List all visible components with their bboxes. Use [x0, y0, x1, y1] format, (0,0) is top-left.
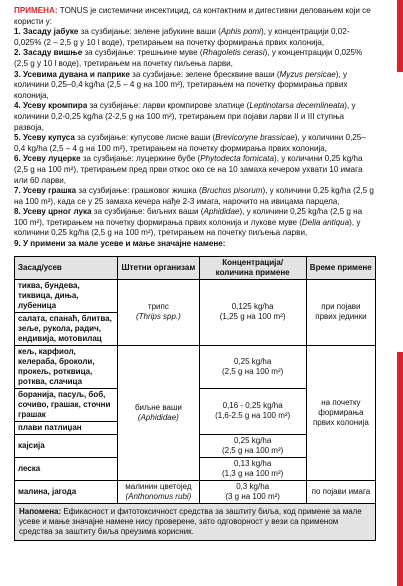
use-item-8: 8. Усеву црног лука за сузбијање: биљних ваши (Aphididae), у количини 0,25 kg/ha (2,5 g на 100 m²), третирањем на почетку формирања првих колонија и луковe муве (Delia antiqua), у количини 0,25 kg/ha (2,5 g на 100 m²), третирањем на почетку пиљења ларви,	[14, 207, 363, 238]
header-pest: Штетни организам	[118, 256, 199, 279]
document-page	[14, 6, 376, 541]
table-header-row	[15, 256, 376, 279]
use-item-6: 6. Усеву луцерке за сузбијање: луцеркине бубе (Phytodecta fornicata), у количини 0,25 kg/ha (2,5 g на 100 m²), третирањем пред први откос око се на 10 замаха кечером ухвати 10 имага или 60 ларви,	[14, 154, 363, 185]
table-note-row	[15, 503, 376, 540]
time-cell-raspberry: по појави имага	[306, 480, 375, 503]
intro-text: TONUS је системични инсектицид, са контактним и дигестивни деловањем који се користи у:	[14, 6, 371, 26]
use-item-1: 1. Засаду јабуке за сузбијање: зелене јабукине ваши (Aphis pomi), у концентрацији 0,02-0,025% (2 – 2,5 g у 10 l воде), третирањем на почетку формирања првих колонија,	[14, 27, 350, 47]
use-item-3: 3. Усевима дувана и паприке за сузбијање: зелене бресквине ваши (Myzus persicae), у количини 0,25–0,4 kg/ha (2,5 – 4 g на 100 m²), третирањем на почетку формирања првих колонија,	[14, 69, 348, 100]
crop-cell: малина, јагода	[15, 480, 118, 503]
pest-cell-aphids: биљне ваши (Aphididae)	[118, 345, 199, 480]
table-row	[15, 345, 376, 388]
crop-cell: кајсија	[15, 434, 118, 457]
rate-cell: 0,16 - 0,25 kg/ha (1,6-2,5 g на 100 m²)	[199, 388, 306, 434]
right-edge-bar-top	[397, 0, 403, 72]
table-row	[15, 279, 376, 312]
rate-cell: 0,25 kg/ha (2,5 g на 100 m²)	[199, 345, 306, 388]
right-edge-bar-bottom	[397, 352, 403, 586]
header-crop: Засад/усев	[15, 256, 118, 279]
use-item-7: 7. Усеву грашка за сузбијање: грашковог жишка (Bruchus pisorum), у количини 0,25 kg/ha (2,5 g на 100 m²), када се у 25 замаха кечера нађе 2-3 имага, нарочито на ивицама парцела,	[14, 186, 374, 206]
minor-uses-table	[14, 256, 376, 541]
crop-cell: леска	[15, 457, 118, 480]
time-cell-aphids: на почетку формирања првих колонија	[306, 345, 375, 480]
rate-cell: 0,13 kg/ha (1,3 g на 100 m²)	[199, 457, 306, 480]
rate-cell: 0,125 kg/ha (1,25 g на 100 m²)	[199, 279, 306, 345]
header-rate: Концентрација/ количина примене	[199, 256, 306, 279]
header-time: Време примене	[306, 256, 375, 279]
intro-label: ПРИМЕНА:	[14, 6, 58, 15]
crop-cell: плави патлиџан	[15, 421, 118, 434]
table-row	[15, 480, 376, 503]
use-item-5: 5. Усеву купуса за сузбијање: купусове лисне ваши (Brevicoryne brassicae), у количини 0,25–0,4 kg/ha (2,5 – 4 g на 100 m²), третирањем на почетку формирања првих колонија,	[14, 133, 366, 153]
use-item-4: 4. Усеву кромпира за сузбијање: ларви кромпирове златице (Leptinotarsa decemlineata), у количини 0,2-0,25 kg/ha (2-2,5 g на 100 m²), третирањем при појави ларви II и III ступња развоја,	[14, 101, 356, 132]
time-cell-thrips: при појави првих јединки	[306, 279, 375, 345]
rate-cell: 0,3 kg/ha (3 g на 100 m²)	[199, 480, 306, 503]
crop-cell: салата, спанаћ, блитва, зеље, рукола, радич, ендивија, мотовилац	[15, 312, 118, 345]
pest-cell-thrips: трипс (Thrips spp.)	[118, 279, 199, 345]
crop-cell: тиква, бундева, тиквица, диња, лубеница	[15, 279, 118, 312]
section-9-heading: 9. У примени за мале усеве и мање значајне намене:	[14, 239, 226, 249]
crop-cell: кељ, карфиол, келераба, броколи, прокељ, ротквица, ротква, слачица	[15, 345, 118, 388]
rate-cell: 0,25 kg/ha (2,5 g на 100 m²)	[199, 434, 306, 457]
use-item-2: 2. Засаду вишње за сузбијање: трешњине муве (Rhagoletis cerasi), у концентрацији 0,025% (2,5 g у 10 l воде), третирањем на почетку пиљења ларви,	[14, 48, 363, 68]
intro-paragraph	[14, 6, 376, 27]
crop-cell: боранија, пасуљ, боб, сочиво, грашак, сточни грашак	[15, 388, 118, 421]
table-note: Напомена: Ефикасност и фитотоксичност средства за заштиту биља, код примене за мале усеве и мање значајне намене нису проверене, зато одговорност у вези са применом средства за заштиту биља преузима корисник.	[15, 503, 376, 540]
pest-cell-raspberry: малинин цветојед (Anthonomus rubi)	[118, 480, 199, 503]
